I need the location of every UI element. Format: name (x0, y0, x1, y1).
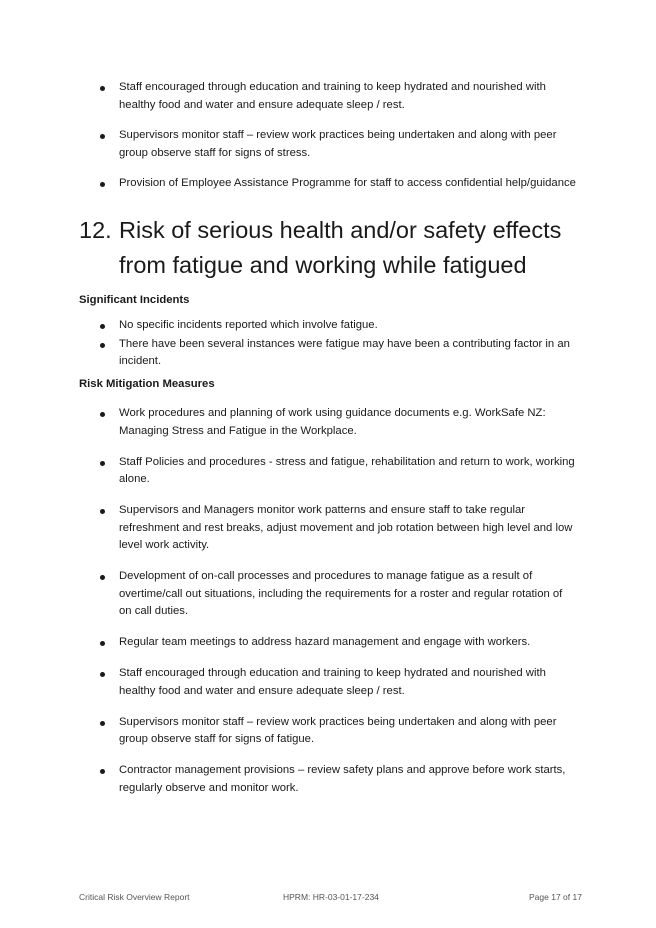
footer-document-reference: HPRM: HR-03-01-17-234 (283, 892, 379, 902)
list-item-text: Contractor management provisions – review safety plans and approve before work starts, regularly observe and monitor work. (119, 764, 566, 794)
bullet-icon (100, 182, 105, 187)
top-bullet-list (100, 79, 578, 193)
bullet-icon (100, 324, 105, 329)
bullet-icon (100, 575, 105, 580)
list-item (100, 714, 578, 749)
list-item (100, 665, 578, 700)
section-title: Risk of serious health and/or safety effects from fatigue and working while fatigued (119, 217, 562, 278)
list-item-text: There have been several instances were fatigue may have been a contributing factor in an incident. (119, 337, 570, 367)
footer-report-title: Critical Risk Overview Report (79, 892, 190, 902)
significant-incidents-heading: Significant Incidents (79, 294, 190, 306)
list-item-text: Provision of Employee Assistance Programme for staff to access confidential help/guidance (119, 177, 576, 189)
bullet-icon (100, 509, 105, 514)
list-item (100, 79, 578, 114)
risk-mitigation-heading: Risk Mitigation Measures (79, 378, 215, 390)
bullet-icon (100, 343, 105, 348)
list-item (100, 454, 578, 489)
list-item (100, 317, 578, 335)
list-item-text: Supervisors and Managers monitor work patterns and ensure staff to take regular refreshment and rest breaks, adjust movement and job rotation between high level and low level work activity. (119, 504, 573, 551)
list-item-text: Development of on-call processes and procedures to manage fatigue as a result of overtime/call out situations, including the requirements for a roster and regular rotation of on call duties. (119, 570, 563, 617)
bullet-icon (100, 769, 105, 774)
list-item-text: No specific incidents reported which involve fatigue. (119, 319, 378, 331)
list-item (100, 175, 578, 193)
list-item-text: Work procedures and planning of work using guidance documents e.g. WorkSafe NZ: Managing Stress and Fatigue in the Workplace. (119, 407, 546, 437)
list-item (100, 762, 578, 797)
list-item (100, 405, 578, 440)
list-item-text: Staff Policies and procedures - stress and fatigue, rehabilitation and return to work, working alone. (119, 455, 575, 485)
list-item-text: Staff encouraged through education and training to keep hydrated and nourished with healthy food and water and ensure adequate sleep / rest. (119, 667, 546, 697)
bullet-icon (100, 412, 105, 417)
list-item-text: Supervisors monitor staff – review work practices being undertaken and along with peer group observe staff for signs of stress. (119, 129, 557, 159)
list-item (100, 634, 578, 652)
significant-incidents-list (100, 317, 578, 372)
list-item (100, 568, 578, 621)
bullet-icon (100, 134, 105, 139)
bullet-icon (100, 672, 105, 677)
section-heading (79, 213, 579, 283)
section-number: 12. (79, 217, 112, 243)
list-item-text: Staff encouraged through education and training to keep hydrated and nourished with healthy food and water and ensure adequate sleep / rest. (119, 81, 546, 111)
list-item (100, 336, 578, 371)
risk-mitigation-list (100, 405, 578, 811)
list-item (100, 127, 578, 162)
list-item-text: Supervisors monitor staff – review work practices being undertaken and along with peer group observe staff for signs of fatigue. (119, 715, 557, 745)
list-item (100, 502, 578, 555)
bullet-icon (100, 461, 105, 466)
bullet-icon (100, 721, 105, 726)
bullet-icon (100, 641, 105, 646)
list-item-text: Regular team meetings to address hazard management and engage with workers. (119, 636, 531, 648)
footer-page-number: Page 17 of 17 (529, 892, 582, 902)
bullet-icon (100, 86, 105, 91)
